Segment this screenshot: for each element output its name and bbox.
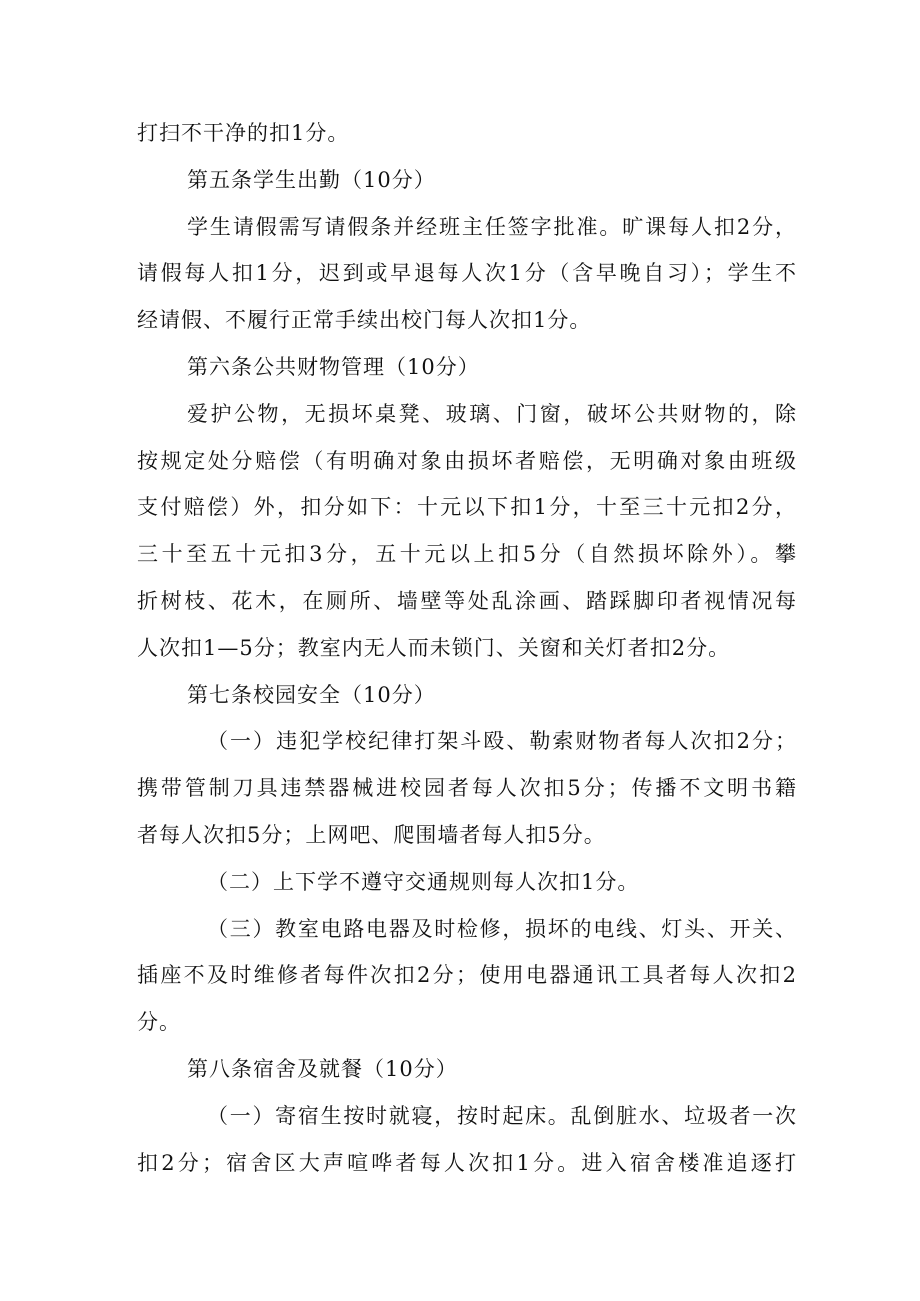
document-body <box>137 110 797 1186</box>
text-line: 折树枝、花木，在厕所、墙壁等处乱涂画、踏踩脚印者视情况每 <box>137 588 797 613</box>
text-line: 打扫不干净的扣1分。 <box>137 121 350 145</box>
text-line: 学生请假需写请假条并经班主任签字批准。旷课每人扣2分， <box>187 214 797 239</box>
text-line: （一）寄宿生按时就寝，按时起床。乱倒脏水、垃圾者一次 <box>207 1103 797 1128</box>
text-line: （三）教室电路电器及时检修，损坏的电线、灯头、开关、 <box>207 916 797 941</box>
text-line: 携带管制刀具违禁器械进校园者每人次扣5分；传播不文明书籍 <box>137 776 797 801</box>
text-line: 经请假、不履行正常手续出校门每人次扣1分。 <box>137 308 592 333</box>
text-line: 请假每人扣1分，迟到或早退每人次1分（含早晚自习）；学生不 <box>137 261 797 286</box>
section-heading-8: 第八条宿舍及就餐（10分） <box>187 1056 458 1081</box>
text-line: 扣2分；宿舍区大声喧哗者每人次扣1分。进入宿舍楼准追逐打 <box>137 1150 797 1175</box>
text-line: 支付赔偿）外，扣分如下：十元以下扣1分，十至三十元扣2分， <box>137 495 797 520</box>
text-line: 三十至五十元扣3分，五十元以上扣5分（自然损坏除外）。攀 <box>137 542 797 567</box>
text-line: 分。 <box>137 1010 181 1035</box>
text-line: 者每人次扣5分；上网吧、爬围墙者每人扣5分。 <box>137 822 606 847</box>
text-line: 人次扣1—5分；教室内无人而未锁门、关窗和关灯者扣2分。 <box>137 635 731 660</box>
text-line: （一）违犯学校纪律打架斗殴、勒索财物者每人次扣2分； <box>207 729 797 754</box>
section-heading-7: 第七条校园安全（10分） <box>187 682 436 707</box>
text-line: 按规定处分赔偿（有明确对象由损坏者赔偿，无明确对象由班级 <box>137 448 797 473</box>
section-heading-5: 第五条学生出勤（10分） <box>187 167 436 192</box>
text-line: （二）上下学不遵守交通规则每人次扣1分。 <box>207 869 640 894</box>
text-line: 插座不及时维修者每件次扣2分；使用电器通讯工具者每人次扣2 <box>137 963 797 988</box>
text-line: 爱护公物，无损坏桌凳、玻璃、门窗，破坏公共财物的，除 <box>187 401 797 426</box>
section-heading-6: 第六条公共财物管理（10分） <box>187 354 480 379</box>
